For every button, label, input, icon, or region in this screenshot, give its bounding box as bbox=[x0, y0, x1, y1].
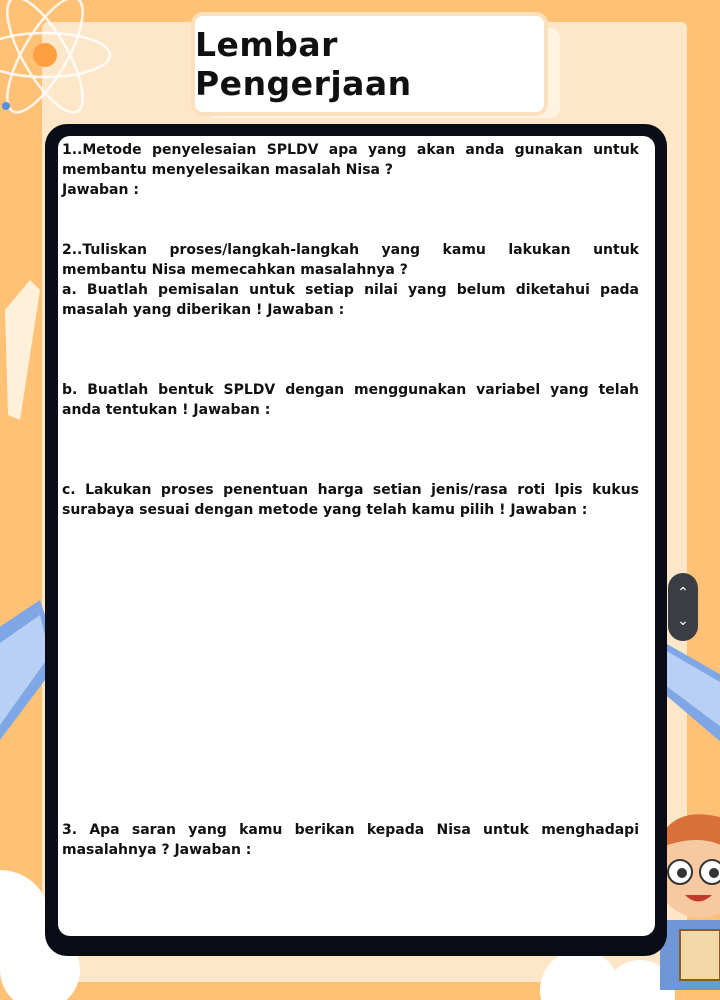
question-3-text: 3. Apa saran yang kamu berikan kepada Nisa untuk menghadapi masalahnya ? Jawaban : bbox=[62, 822, 639, 858]
book-decoration-icon bbox=[660, 630, 720, 750]
question-2c bbox=[62, 480, 639, 520]
title-card bbox=[191, 12, 548, 116]
question-1 bbox=[62, 140, 639, 200]
pencil-decoration-icon bbox=[0, 270, 50, 430]
question-1-text: 1..Metode penyelesaian SPLDV apa yang akan anda gunakan untuk membantu menyelesaikan masalah Nisa ? bbox=[62, 142, 639, 178]
chevron-down-icon[interactable]: ⌄ bbox=[677, 612, 689, 629]
question-2c-text: c. Lakukan proses penentuan harga setian jenis/rasa roti lpis kukus surabaya sesuai dengan metode yang telah kamu pilih ! Jawaban : bbox=[62, 482, 639, 518]
atom-decoration-icon bbox=[0, 0, 120, 130]
question-2 bbox=[62, 240, 639, 320]
scroll-control bbox=[668, 573, 698, 641]
question-1-answer-label: Jawaban : bbox=[62, 182, 139, 198]
question-2-text: 2..Tuliskan proses/langkah-langkah yang kamu lakukan untuk membantu Nisa memecahkan masalahnya ? bbox=[62, 242, 639, 278]
question-2b-text: b. Buatlah bentuk SPLDV dengan menggunakan variabel yang telah anda tentukan ! Jawaban : bbox=[62, 382, 639, 418]
question-2a-text: a. Buatlah pemisalan untuk setiap nilai yang belum diketahui pada masalah yang diberikan ! Jawaban : bbox=[62, 282, 639, 318]
question-2b bbox=[62, 380, 639, 420]
page-title: Lembar Pengerjaan bbox=[195, 25, 412, 103]
chevron-up-icon[interactable]: ⌃ bbox=[677, 585, 689, 602]
question-3 bbox=[62, 820, 639, 860]
